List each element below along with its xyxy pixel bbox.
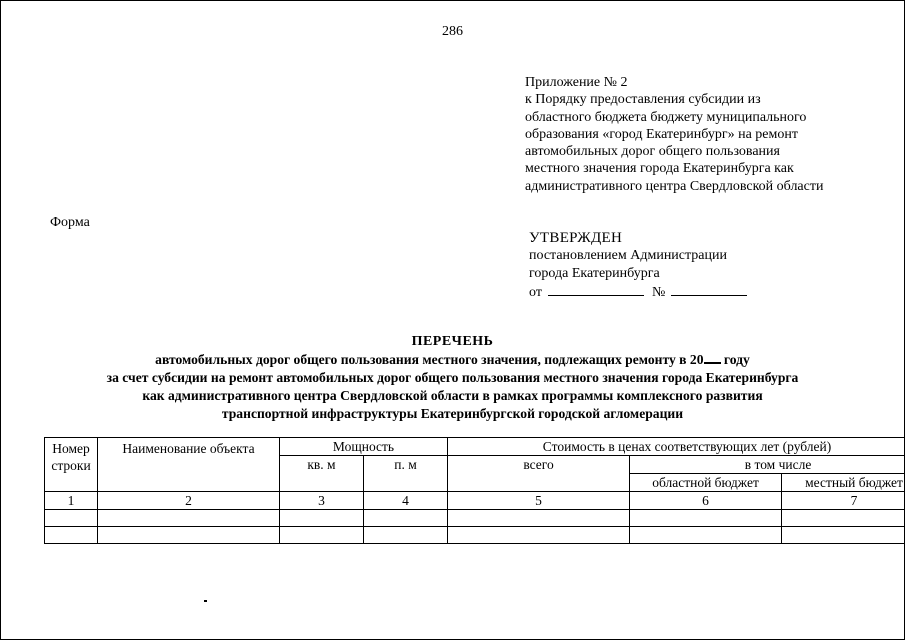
column-number: 3 bbox=[280, 492, 364, 510]
appendix-block bbox=[525, 74, 865, 195]
page-number: 286 bbox=[442, 24, 463, 39]
appendix-line: к Порядку предоставления субсидии из bbox=[525, 92, 761, 108]
approval-line: города Екатеринбурга bbox=[529, 266, 660, 281]
appendix-line: образования «город Екатеринбург» на ремонт bbox=[525, 126, 798, 142]
header-regional-budget: областной бюджет bbox=[630, 474, 782, 492]
table-cell bbox=[630, 527, 782, 544]
appendix-line: Приложение № 2 bbox=[525, 75, 628, 90]
table-row bbox=[45, 510, 905, 527]
title-line bbox=[30, 351, 875, 369]
approval-line: постановлением Администрации bbox=[529, 248, 727, 263]
header-total: всего bbox=[448, 456, 630, 492]
table-cell bbox=[782, 527, 905, 544]
title-line: транспортной инфраструктуры Екатеринбургской городской агломерации bbox=[221, 406, 684, 421]
column-number: 2 bbox=[98, 492, 280, 510]
title-line: за счет субсидии на ремонт автомобильных дорог общего пользования местного значения города Екатеринбурга bbox=[106, 370, 799, 385]
table-cell bbox=[280, 527, 364, 544]
appendix-line: автомобильных дорог общего пользования bbox=[525, 144, 780, 160]
header-capacity: Мощность bbox=[280, 438, 448, 456]
column-number: 1 bbox=[45, 492, 98, 510]
column-number: 5 bbox=[448, 492, 630, 510]
table-cell bbox=[98, 527, 280, 544]
table-cell bbox=[630, 510, 782, 527]
table-cell bbox=[448, 527, 630, 544]
table-row bbox=[45, 527, 905, 544]
title-main: ПЕРЕЧЕНЬ bbox=[411, 334, 494, 349]
column-number-row bbox=[45, 492, 905, 510]
approval-date-line bbox=[529, 283, 747, 302]
column-number: 7 bbox=[782, 492, 905, 510]
approval-heading: УТВЕРЖДЕН bbox=[529, 230, 623, 246]
number-blank bbox=[671, 283, 747, 296]
header-cost: Стоимость в ценах соответствующих лет (рублей) bbox=[448, 438, 905, 456]
table-cell bbox=[45, 510, 98, 527]
header-including: в том числе bbox=[630, 456, 905, 474]
date-blank bbox=[548, 283, 644, 296]
from-label: от bbox=[529, 285, 542, 300]
table-cell bbox=[45, 527, 98, 544]
approval-block bbox=[529, 229, 747, 302]
appendix-line: административного центра Свердловской области bbox=[525, 178, 824, 194]
title-line: как административного центра Свердловской области в рамках программы комплексного развития bbox=[142, 388, 763, 403]
header-square-meters: кв. м bbox=[280, 456, 364, 492]
appendix-line: областного бюджета бюджету муниципального bbox=[525, 109, 807, 125]
form-label: Форма bbox=[50, 215, 90, 230]
scan-mark bbox=[204, 600, 207, 602]
table-cell bbox=[364, 510, 448, 527]
year-blank bbox=[704, 351, 721, 364]
table-cell bbox=[364, 527, 448, 544]
number-label: № bbox=[651, 285, 666, 300]
table-cell bbox=[782, 510, 905, 527]
header-linear-meters: п. м bbox=[364, 456, 448, 492]
title-line-part: автомобильных дорог общего пользования местного значения, подлежащих ремонту в 20 bbox=[155, 352, 704, 367]
table-cell bbox=[280, 510, 364, 527]
header-local-budget: местный бюджет bbox=[782, 474, 905, 492]
table-cell bbox=[448, 510, 630, 527]
roads-table bbox=[44, 437, 905, 544]
title-line-part: году bbox=[723, 352, 750, 367]
appendix-line: местного значения города Екатеринбурга как bbox=[525, 161, 794, 177]
document-title bbox=[30, 333, 875, 423]
column-number: 6 bbox=[630, 492, 782, 510]
column-number: 4 bbox=[364, 492, 448, 510]
table-cell bbox=[98, 510, 280, 527]
header-object-name: Наименование объекта bbox=[98, 438, 280, 492]
header-row-number: Номер строки bbox=[45, 438, 98, 492]
